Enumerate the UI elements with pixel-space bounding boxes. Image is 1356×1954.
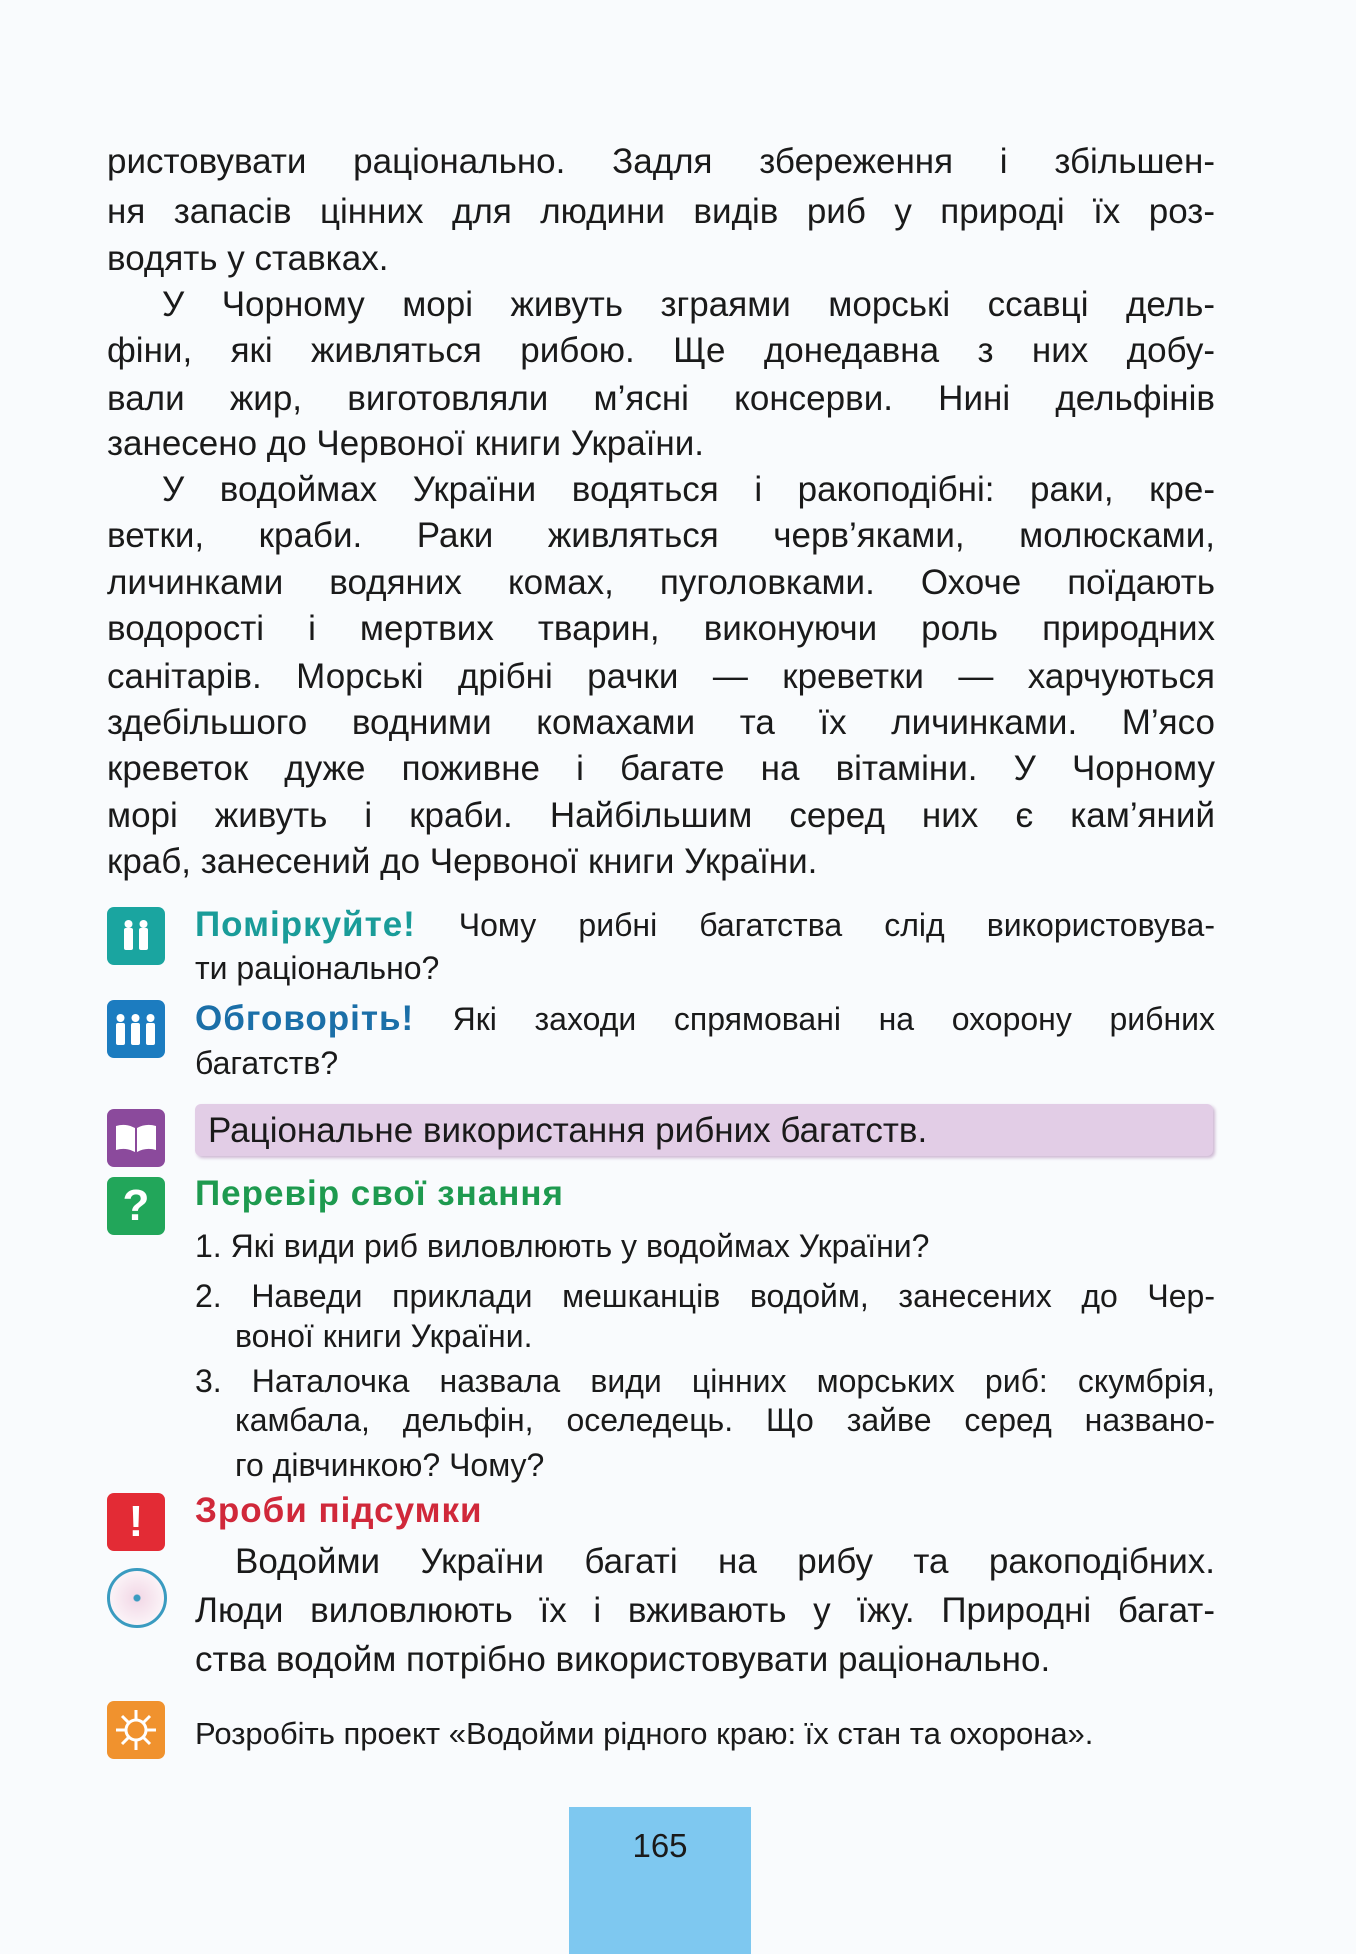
question-icon: ? xyxy=(107,1177,165,1235)
discuss-line-2: багатств? xyxy=(195,1045,339,1081)
summary-title: Зроби підсумки xyxy=(195,1491,483,1530)
text-line: водорості і мертвих тварин, виконуючи роль природних xyxy=(107,609,1215,648)
summary-line: ства водойм потрібно використовувати раціонально. xyxy=(195,1640,1051,1679)
text-line: морі живуть і краби. Найбільшим серед них є кам’яний xyxy=(107,796,1215,835)
exclamation-icon: ! xyxy=(107,1493,165,1551)
check-question-3-cont: камбала, дельфін, оселедець. Що зайве серед названо- xyxy=(235,1402,1215,1438)
discuss-question: Які заходи спрямовані на охорону рибних xyxy=(452,1001,1216,1037)
think-line-1 xyxy=(195,903,1215,947)
text-line: креветок дуже поживне і багате на вітаміни. У Чорному xyxy=(107,749,1215,788)
text-line: краб, занесений до Червоної книги України. xyxy=(107,842,818,881)
text-line: У Чорному морі живуть зграями морські ссавці дель- xyxy=(162,285,1215,324)
text-line: здебільшого водними комахами та їх личинками. М’ясо xyxy=(107,703,1215,742)
text-line: ня запасів цінних для людини видів риб у природі їх роз- xyxy=(107,192,1215,231)
text-line: фіни, які живляться рибою. Ще донедавна з них добу- xyxy=(107,331,1215,370)
think-title: Поміркуйте! xyxy=(195,905,416,944)
text-line: личинками водяних комах, пуголовками. Охоче поїдають xyxy=(107,563,1215,602)
think-people-icon xyxy=(107,907,165,965)
key-idea-text: Раціональне використання рибних багатств. xyxy=(208,1111,928,1150)
project-text: Розробіть проект «Водойми рідного краю: їх стан та охорона». xyxy=(195,1716,1094,1751)
think-question: Чому рибні багатства слід використовува- xyxy=(458,907,1215,943)
check-question-3: 3. Наталочка назвала види цінних морських риб: скумбрія, xyxy=(195,1363,1215,1399)
text-line: У водоймах України водяться і ракоподібні: раки, кре- xyxy=(162,470,1215,509)
discuss-title: Обговоріть! xyxy=(195,999,415,1038)
book-icon xyxy=(107,1109,165,1167)
text-line: вали жир, виготовляли м’ясні консерви. Нині дельфінів xyxy=(107,379,1215,418)
summary-line: Люди виловлюють їх і вживають у їжу. Природні багат- xyxy=(195,1591,1215,1630)
text-line: ветки, краби. Раки живляться черв’яками, молюсками, xyxy=(107,516,1215,555)
think-line-2: ти раціонально? xyxy=(195,950,440,986)
discuss-people-icon xyxy=(107,1000,165,1058)
page-number-tab xyxy=(569,1807,751,1954)
text-line: водять у ставках. xyxy=(107,239,389,278)
check-question-2-cont: воної книги України. xyxy=(235,1318,533,1354)
page-number: 165 xyxy=(632,1827,688,1864)
discuss-line-1 xyxy=(195,997,1215,1041)
check-question-3-cont: го дівчинкою? Чому? xyxy=(235,1447,545,1483)
sun-icon xyxy=(107,1701,165,1759)
summary-line: Водойми України багаті на рибу та ракоподібних. xyxy=(235,1542,1215,1581)
check-title: Перевір свої знання xyxy=(195,1174,564,1213)
text-line: занесено до Червоної книги України. xyxy=(107,424,705,463)
text-line: санітарів. Морські дрібні рачки — креветки — харчуються xyxy=(107,657,1215,696)
disc-icon xyxy=(107,1568,167,1628)
text-line: ристовувати раціонально. Задля збереження і збільшен- xyxy=(107,142,1215,181)
check-question-1: 1. Які види риб виловлюють у водоймах України? xyxy=(195,1228,930,1264)
check-question-2: 2. Наведи приклади мешканців водойм, занесених до Чер- xyxy=(195,1278,1215,1314)
